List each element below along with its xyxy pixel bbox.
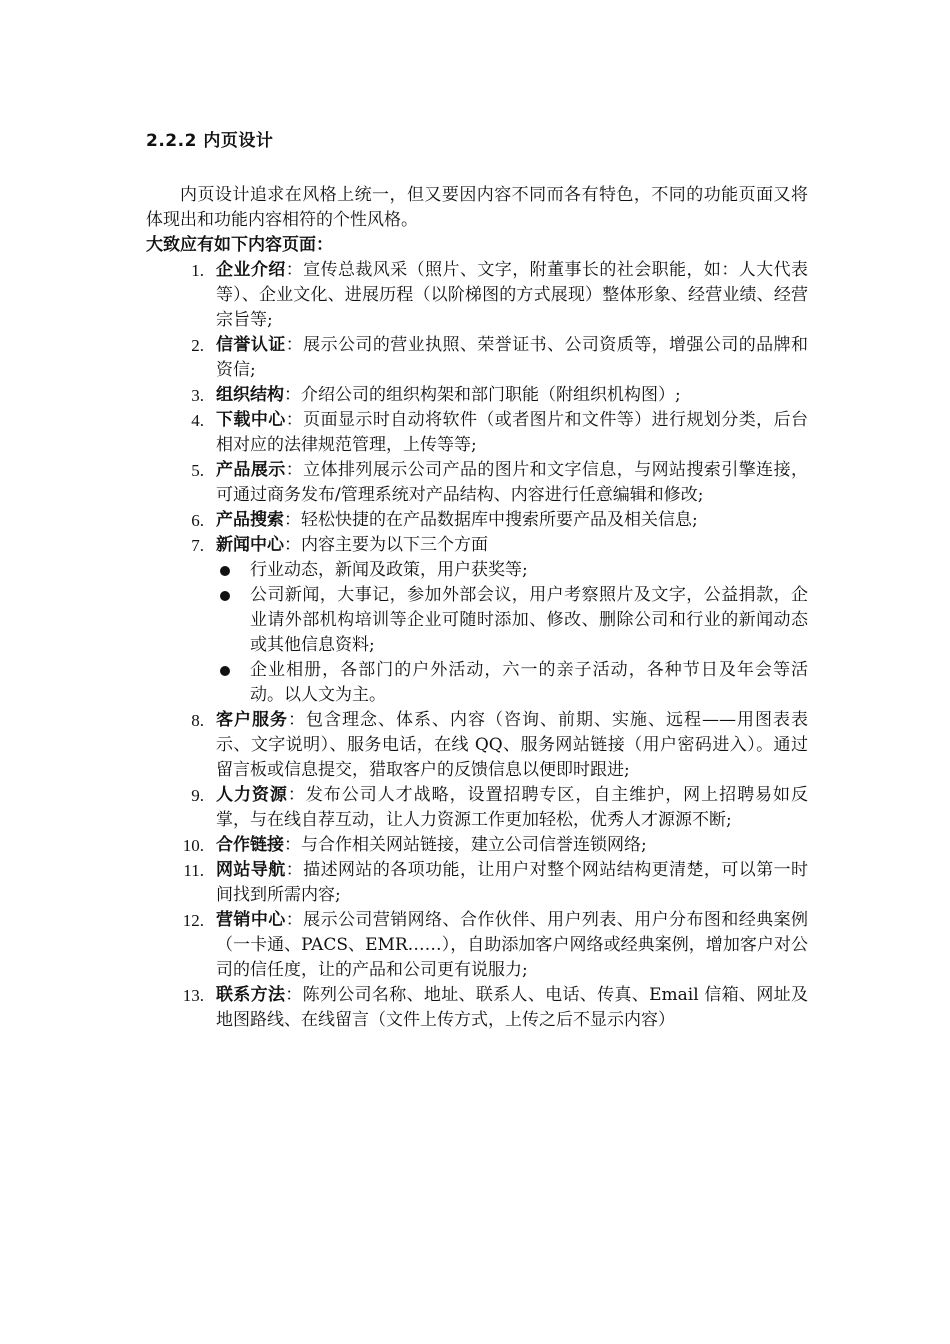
- item-term: 信誉认证: [216, 335, 286, 355]
- item-text: 包含理念、体系、内容（咨询、前期、实施、远程——用图表表示、文字说明）、服务电话，在线 QQ、服务网站链接（用户密码进入）。通过留言板或信息提交，猎取客户的反馈信息以便即时跟进;: [216, 710, 808, 780]
- list-item: [146, 908, 808, 983]
- list-item: [146, 783, 808, 833]
- list-item: [146, 858, 808, 908]
- item-number: 9.: [191, 786, 204, 805]
- item-number: 3.: [191, 386, 204, 405]
- list-item: [146, 833, 808, 858]
- item-number: 5.: [191, 461, 204, 480]
- list-item: [146, 258, 808, 333]
- section-heading: 2.2.2 内页设计: [146, 131, 274, 151]
- list-item: [146, 333, 808, 383]
- item-text: 与合作相关网站链接，建立公司信誉连锁网络;: [301, 835, 647, 855]
- item-separator: ：: [284, 385, 301, 405]
- bullet-dot-icon: [220, 591, 230, 601]
- bullet-text: 公司新闻，大事记，参加外部会议，用户考察照片及文字，公益捐款，企业请外部机构培训等企业可随时添加、修改、删除公司和行业的新闻动态或其他信息资料;: [250, 585, 808, 655]
- item-text: 宣传总裁风采（照片、文字，附董事长的社会职能，如：人大代表等）、企业文化、进展历程（以阶梯图的方式展现）整体形象、经营业绩、经营宗旨等;: [216, 260, 809, 330]
- item-number: 6.: [191, 511, 204, 530]
- news-bullet-list: [216, 558, 808, 708]
- content-page-list: [146, 258, 808, 1033]
- item-term: 客户服务: [216, 710, 288, 730]
- item-separator: ：: [288, 710, 306, 730]
- item-term: 营销中心: [216, 910, 286, 930]
- item-term: 网站导航: [216, 860, 286, 880]
- bullet-text: 行业动态，新闻及政策，用户获奖等;: [250, 560, 528, 580]
- item-separator: ：: [285, 335, 304, 355]
- item-separator: ：: [285, 860, 304, 880]
- item-separator: ：: [284, 835, 301, 855]
- item-separator: ：: [285, 985, 303, 1005]
- bullet-dot-icon: [220, 566, 230, 576]
- item-text: 轻松快捷的在产品数据库中搜索所要产品及相关信息;: [301, 510, 698, 530]
- item-separator: ：: [287, 785, 306, 805]
- item-term: 组织结构: [216, 385, 284, 405]
- list-item: [146, 983, 808, 1033]
- item-text: 描述网站的各项功能，让用户对整个网站结构更清楚，可以第一时间找到所需内容;: [216, 860, 809, 905]
- item-number: 8.: [191, 711, 204, 730]
- intro-paragraph: 内页设计追求在风格上统一，但又要因内容不同而各有特色，不同的功能页面又将体现出和功能内容相符的个性风格。: [146, 185, 808, 230]
- list-item: [146, 708, 808, 783]
- item-term: 人力资源: [216, 785, 288, 805]
- item-term: 联系方法: [216, 985, 286, 1005]
- item-text: 展示公司营销网络、合作伙伴、用户列表、用户分布图和经典案例（一卡通、PACS、EMR……），自助添加客户网络或经典案例，增加客户对公司的信任度，让的产品和公司更有说服力;: [216, 910, 809, 980]
- bullet-text: 企业相册，各部门的户外活动，六一的亲子活动，各种节日及年会等活动。以人文为主。: [250, 660, 808, 705]
- item-number: 1.: [191, 261, 204, 280]
- list-item: [146, 383, 808, 408]
- item-number: 2.: [191, 336, 204, 355]
- item-number: 10.: [182, 836, 204, 855]
- item-term: 合作链接: [216, 835, 284, 855]
- item-text: 内容主要为以下三个方面: [301, 535, 488, 555]
- list-item: [146, 408, 808, 458]
- item-separator: ：: [284, 535, 301, 555]
- item-term: 下载中心: [216, 410, 286, 430]
- item-separator: ：: [285, 460, 304, 480]
- item-separator: ：: [284, 510, 301, 530]
- item-text: 立体排列展示公司产品的图片和文字信息，与网站搜索引擎连接，可通过商务发布/管理系统对产品结构、内容进行任意编辑和修改;: [216, 460, 809, 505]
- item-number: 11.: [183, 861, 204, 880]
- bullet-item: [216, 558, 808, 583]
- item-number: 13.: [182, 986, 204, 1005]
- item-term: 产品展示: [216, 460, 286, 480]
- list-item: [146, 458, 808, 508]
- list-intro-heading: 大致应有如下内容页面：: [146, 235, 333, 255]
- item-term: 新闻中心: [216, 535, 284, 555]
- list-item: [146, 533, 808, 708]
- item-separator: ：: [285, 410, 304, 430]
- item-text: 页面显示时自动将软件（或者图片和文件等）进行规划分类，后台相对应的法律规范管理，上传等等;: [216, 410, 809, 455]
- item-number: 12.: [182, 911, 204, 930]
- item-number: 7.: [191, 536, 204, 555]
- item-text: 展示公司的营业执照、荣誉证书、公司资质等，增强公司的品牌和资信;: [216, 335, 809, 380]
- item-term: 企业介绍: [216, 260, 286, 280]
- bullet-item: [216, 658, 808, 708]
- item-separator: ：: [285, 260, 304, 280]
- item-separator: ：: [285, 910, 304, 930]
- item-text: 介绍公司的组织构架和部门职能（附组织机构图）;: [301, 385, 681, 405]
- item-text: 陈列公司名称、地址、联系人、电话、传真、Email 信箱、网址及地图路线、在线留言（文件上传方式，上传之后不显示内容）: [216, 985, 808, 1030]
- bullet-dot-icon: [220, 666, 230, 676]
- bullet-item: [216, 583, 808, 658]
- list-item: [146, 508, 808, 533]
- item-term: 产品搜索: [216, 510, 284, 530]
- item-text: 发布公司人才战略，设置招聘专区，自主维护，网上招聘易如反掌，与在线自荐互动，让人力资源工作更加轻松，优秀人才源源不断;: [216, 785, 808, 830]
- item-number: 4.: [191, 411, 204, 430]
- news-bullet-wrapper: [146, 558, 808, 708]
